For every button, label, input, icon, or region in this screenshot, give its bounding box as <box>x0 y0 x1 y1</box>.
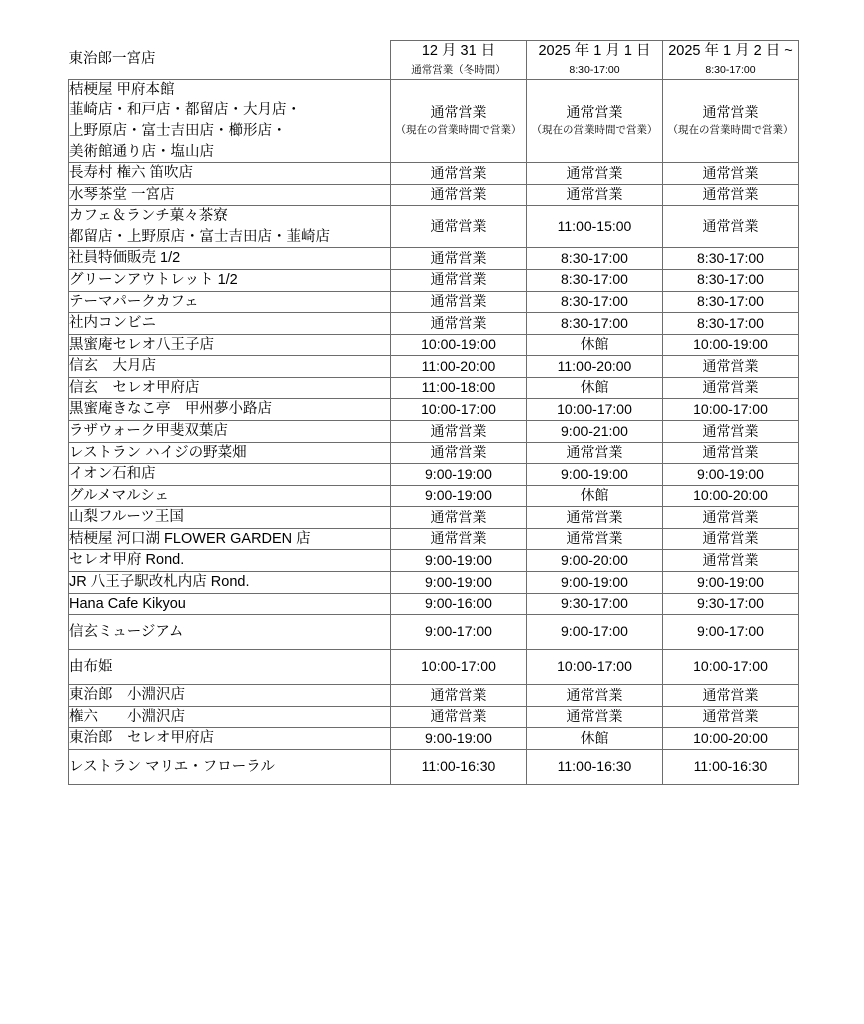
store-name-cell <box>69 206 391 248</box>
store-name: JR 八王子駅改札内店 Rond. <box>69 574 250 591</box>
hours-cell <box>391 550 527 572</box>
hours-value: 通常営業 <box>566 186 623 203</box>
hours-cell <box>663 528 799 550</box>
hours-cell <box>391 291 527 313</box>
hours-value: 9:00-19:00 <box>425 551 492 568</box>
hours-note: （現在の営業時間で営業） <box>667 124 794 137</box>
hours-value: 9:30-17:00 <box>697 595 764 612</box>
hours-value: 8:30-17:00 <box>697 271 764 288</box>
hours-value: 通常営業 <box>430 186 487 203</box>
store-name-cell <box>69 615 391 650</box>
hours-value: 休館 <box>580 729 609 746</box>
hours-value: 通常営業 <box>702 186 759 203</box>
hours-value: 10:00-17:00 <box>557 400 632 417</box>
hours-cell <box>527 334 663 356</box>
hours-value: 通常営業 <box>430 293 487 310</box>
table-row <box>69 313 799 335</box>
table-row <box>69 269 799 291</box>
hours-cell <box>527 464 663 486</box>
hours-value: 通常営業 <box>702 444 759 461</box>
store-name: レストラン マリエ・フローラル <box>69 758 275 775</box>
hours-value: 通常営業 <box>430 708 487 725</box>
hours-cell <box>663 334 799 356</box>
hours-cell <box>527 615 663 650</box>
hours-value: 8:30-17:00 <box>561 293 628 310</box>
store-name: 桔梗屋 河口湖 FLOWER GARDEN 店 <box>69 530 311 547</box>
hours-cell <box>663 313 799 335</box>
column-header-sub: 通常営業（冬時間） <box>411 64 506 77</box>
hours-cell <box>663 442 799 464</box>
hours-value: 11:00-20:00 <box>557 357 632 374</box>
store-name-cell <box>69 528 391 550</box>
hours-value: 10:00-20:00 <box>693 729 768 746</box>
store-name: 東治郎 セレオ甲府店 <box>69 730 214 747</box>
hours-cell <box>663 399 799 421</box>
hours-value: 通常営業 <box>702 357 759 374</box>
store-name: 長寿村 権六 笛吹店 <box>69 165 194 182</box>
store-name-cell <box>69 421 391 443</box>
hours-value: 9:00-21:00 <box>561 422 628 439</box>
store-name-cell <box>69 399 391 421</box>
hours-cell <box>527 291 663 313</box>
column-header-jan2 <box>663 41 799 80</box>
header-first-cell-store-name <box>69 41 391 80</box>
table-row <box>69 685 799 707</box>
store-name-cell <box>69 706 391 728</box>
hours-value: 9:00-19:00 <box>425 729 492 746</box>
hours-value: 通常営業 <box>702 508 759 525</box>
hours-cell <box>663 184 799 206</box>
table-row <box>69 650 799 685</box>
hours-value: 通常営業 <box>430 686 487 703</box>
hours-cell <box>391 421 527 443</box>
hours-note: （現在の営業時間で営業） <box>395 124 522 137</box>
store-name-cell <box>69 184 391 206</box>
store-name-cell <box>69 507 391 529</box>
hours-cell <box>527 377 663 399</box>
hours-value: 10:00-17:00 <box>693 658 768 675</box>
hours-cell <box>663 550 799 572</box>
hours-value: 通常営業 <box>430 103 487 120</box>
store-name-cell <box>69 377 391 399</box>
store-name-cell <box>69 650 391 685</box>
store-name-cell <box>69 550 391 572</box>
hours-cell <box>527 650 663 685</box>
hours-value: 11:00-20:00 <box>421 357 496 374</box>
hours-cell <box>663 507 799 529</box>
store-name: 社員特価販売 1/2 <box>69 250 181 267</box>
hours-cell <box>663 291 799 313</box>
column-header-label: 2025 年 1 月 2 日 ~ <box>668 43 793 59</box>
hours-value: 通常営業 <box>702 218 759 235</box>
store-name: 信玄ミュージアム <box>69 623 184 640</box>
table-header-row <box>69 41 799 80</box>
hours-value: 通常営業 <box>430 271 487 288</box>
hours-value: 9:00-20:00 <box>561 551 628 568</box>
hours-cell <box>527 399 663 421</box>
hours-cell <box>663 356 799 378</box>
hours-value: 休館 <box>580 336 609 353</box>
column-header-dec31 <box>391 41 527 80</box>
hours-cell <box>527 485 663 507</box>
hours-value: 10:00-19:00 <box>693 336 768 353</box>
store-name: 山梨フルーツ王国 <box>69 509 184 526</box>
hours-cell <box>391 377 527 399</box>
hours-value: 通常営業 <box>430 218 487 235</box>
store-name-cell <box>69 485 391 507</box>
store-name-cell <box>69 79 391 162</box>
store-name-cell <box>69 248 391 270</box>
store-name-cell <box>69 728 391 750</box>
table-row <box>69 248 799 270</box>
hours-cell <box>663 248 799 270</box>
store-name: 都留店・上野原店・富士吉田店・韮崎店 <box>69 228 330 245</box>
hours-value: 11:00-18:00 <box>421 379 496 396</box>
hours-cell <box>527 550 663 572</box>
table-row <box>69 593 799 615</box>
hours-value: 8:30-17:00 <box>561 249 628 266</box>
hours-value: 10:00-17:00 <box>421 400 496 417</box>
hours-cell <box>391 79 527 162</box>
store-name: テーマパークカフェ <box>69 293 199 310</box>
store-name: イオン石和店 <box>69 466 156 483</box>
store-name-cell <box>69 749 391 784</box>
hours-value: 8:30-17:00 <box>561 314 628 331</box>
store-name: レストラン ハイジの野菜畑 <box>69 444 247 461</box>
hours-cell <box>527 79 663 162</box>
hours-value: 11:00-15:00 <box>557 218 632 235</box>
hours-cell <box>391 485 527 507</box>
hours-value: 9:00-19:00 <box>425 573 492 590</box>
store-name-cell <box>69 313 391 335</box>
hours-value: 9:00-19:00 <box>425 487 492 504</box>
table-row <box>69 206 799 248</box>
hours-value: 通常営業 <box>702 686 759 703</box>
hours-value: 通常営業 <box>430 422 487 439</box>
hours-value: 10:00-17:00 <box>421 658 496 675</box>
store-name-cell <box>69 464 391 486</box>
hours-value: 通常営業 <box>430 530 487 547</box>
table-row <box>69 184 799 206</box>
hours-cell <box>663 79 799 162</box>
hours-value: 休館 <box>580 379 609 396</box>
hours-cell <box>391 334 527 356</box>
table-row <box>69 728 799 750</box>
hours-value: 通常営業 <box>702 379 759 396</box>
hours-cell <box>663 749 799 784</box>
hours-cell <box>663 485 799 507</box>
hours-cell <box>663 464 799 486</box>
table-row <box>69 528 799 550</box>
store-name-cell <box>69 356 391 378</box>
hours-value: 通常営業 <box>430 249 487 266</box>
hours-value: 通常営業 <box>566 444 623 461</box>
hours-value: 8:30-17:00 <box>697 249 764 266</box>
hours-value: 通常営業 <box>702 551 759 568</box>
store-name: 由布姫 <box>69 658 113 675</box>
hours-value: 11:00-16:30 <box>693 758 768 775</box>
hours-cell <box>527 184 663 206</box>
hours-value: 10:00-17:00 <box>693 400 768 417</box>
hours-value: 8:30-17:00 <box>561 271 628 288</box>
hours-cell <box>663 269 799 291</box>
hours-cell <box>391 593 527 615</box>
table-row <box>69 706 799 728</box>
hours-note: （現在の営業時間で営業） <box>531 124 658 137</box>
hours-cell <box>391 206 527 248</box>
hours-value: 9:00-16:00 <box>425 595 492 612</box>
table-row <box>69 550 799 572</box>
hours-cell <box>527 269 663 291</box>
table-row <box>69 421 799 443</box>
store-name: 信玄 大月店 <box>69 358 156 375</box>
hours-cell <box>527 749 663 784</box>
store-name: 水琴茶堂 一宮店 <box>69 186 175 203</box>
hours-cell <box>663 421 799 443</box>
hours-cell <box>391 313 527 335</box>
hours-cell <box>391 269 527 291</box>
hours-value: 9:00-19:00 <box>561 573 628 590</box>
table-row <box>69 615 799 650</box>
table-row <box>69 399 799 421</box>
store-name-cell <box>69 291 391 313</box>
store-name: 韮崎店・和戸店・都留店・大月店・ <box>69 102 301 119</box>
hours-value: 11:00-16:30 <box>557 758 632 775</box>
hours-value: 8:30-17:00 <box>697 314 764 331</box>
table-row <box>69 163 799 185</box>
hours-value: 通常営業 <box>566 103 623 120</box>
hours-cell <box>663 377 799 399</box>
hours-cell <box>391 728 527 750</box>
hours-cell <box>527 248 663 270</box>
hours-cell <box>391 528 527 550</box>
hours-cell <box>663 572 799 594</box>
store-name: グリーンアウトレット 1/2 <box>69 271 238 288</box>
table-row <box>69 507 799 529</box>
table-row <box>69 572 799 594</box>
hours-value: 9:00-19:00 <box>697 573 764 590</box>
column-header-label: 2025 年 1 月 1 日 <box>538 43 651 59</box>
hours-cell <box>391 356 527 378</box>
hours-cell <box>527 206 663 248</box>
hours-value: 9:00-17:00 <box>561 623 628 640</box>
column-header-jan1 <box>527 41 663 80</box>
hours-cell <box>663 593 799 615</box>
hours-value: 通常営業 <box>702 530 759 547</box>
table-row <box>69 442 799 464</box>
hours-cell <box>663 728 799 750</box>
store-name: 黒蜜庵セレオ八王子店 <box>69 336 214 353</box>
store-name: 社内コンビニ <box>69 315 156 332</box>
store-name-cell <box>69 572 391 594</box>
hours-cell <box>663 706 799 728</box>
table-row <box>69 377 799 399</box>
hours-cell <box>391 685 527 707</box>
hours-value: 通常営業 <box>702 103 759 120</box>
store-name: 信玄 セレオ甲府店 <box>69 379 200 396</box>
hours-value: 8:30-17:00 <box>697 293 764 310</box>
store-name: 権六 小淵沢店 <box>69 708 185 725</box>
hours-cell <box>663 615 799 650</box>
store-name: グルメマルシェ <box>69 487 169 504</box>
hours-cell <box>391 650 527 685</box>
hours-cell <box>391 749 527 784</box>
hours-cell <box>527 356 663 378</box>
hours-value: 9:00-19:00 <box>697 465 764 482</box>
hours-cell <box>527 685 663 707</box>
hours-cell <box>391 184 527 206</box>
hours-cell <box>663 650 799 685</box>
hours-cell <box>527 728 663 750</box>
hours-value: 10:00-20:00 <box>693 487 768 504</box>
column-header-label: 12 月 31 日 <box>421 43 496 59</box>
hours-value: 通常営業 <box>566 530 623 547</box>
hours-value: 9:00-17:00 <box>697 623 764 640</box>
store-name: Hana Cafe Kikyou <box>69 595 186 612</box>
hours-cell <box>391 572 527 594</box>
hours-value: 10:00-19:00 <box>421 336 496 353</box>
store-name: 桔梗屋 甲府本館 <box>69 81 175 98</box>
store-name: セレオ甲府 Rond. <box>69 552 185 569</box>
hours-cell <box>391 464 527 486</box>
hours-value: 通常営業 <box>566 686 623 703</box>
table-row <box>69 291 799 313</box>
store-name: 東治郎 小淵沢店 <box>69 687 185 704</box>
hours-cell <box>527 313 663 335</box>
store-name-cell <box>69 269 391 291</box>
hours-value: 通常営業 <box>702 164 759 181</box>
hours-cell <box>527 706 663 728</box>
store-name-cell <box>69 442 391 464</box>
table-row <box>69 334 799 356</box>
hours-value: 通常営業 <box>702 422 759 439</box>
hours-cell <box>391 615 527 650</box>
hours-value: 通常営業 <box>430 444 487 461</box>
column-header-sub: 8:30-17:00 <box>705 64 756 77</box>
hours-value: 9:00-19:00 <box>425 465 492 482</box>
hours-value: 9:30-17:00 <box>561 595 628 612</box>
hours-cell <box>663 163 799 185</box>
store-name: 上野原店・富士吉田店・櫛形店・ <box>69 122 287 139</box>
hours-cell <box>391 442 527 464</box>
hours-value: 通常営業 <box>430 508 487 525</box>
hours-cell <box>527 163 663 185</box>
hours-cell <box>527 528 663 550</box>
table-row <box>69 79 799 162</box>
hours-cell <box>391 399 527 421</box>
table-body <box>69 41 799 785</box>
table-row <box>69 464 799 486</box>
hours-value: 通常営業 <box>566 508 623 525</box>
store-name: カフェ＆ランチ菓々茶寮 <box>69 208 228 225</box>
hours-cell <box>527 442 663 464</box>
hours-value: 通常営業 <box>566 164 623 181</box>
table-row <box>69 356 799 378</box>
hours-cell <box>391 706 527 728</box>
store-name-cell <box>69 163 391 185</box>
hours-cell <box>391 248 527 270</box>
hours-cell <box>527 421 663 443</box>
hours-cell <box>527 507 663 529</box>
store-name-cell <box>69 685 391 707</box>
hours-value: 11:00-16:30 <box>421 758 496 775</box>
column-header-sub: 8:30-17:00 <box>569 64 620 77</box>
store-name-cell <box>69 334 391 356</box>
table-row <box>69 485 799 507</box>
store-name: ラザウォーク甲斐双葉店 <box>69 423 228 440</box>
store-name: 美術館通り店・塩山店 <box>69 143 214 160</box>
business-hours-table <box>68 40 799 785</box>
hours-value: 9:00-17:00 <box>425 623 492 640</box>
table-row <box>69 749 799 784</box>
hours-cell <box>663 685 799 707</box>
hours-cell <box>527 572 663 594</box>
hours-value: 10:00-17:00 <box>557 658 632 675</box>
hours-cell <box>663 206 799 248</box>
store-name: 東治郎一宮店 <box>68 51 156 68</box>
hours-value: 休館 <box>580 487 609 504</box>
store-name-cell <box>69 593 391 615</box>
hours-value: 通常営業 <box>430 164 487 181</box>
hours-value: 通常営業 <box>430 314 487 331</box>
hours-cell <box>527 593 663 615</box>
hours-value: 9:00-19:00 <box>561 465 628 482</box>
hours-cell <box>391 507 527 529</box>
hours-value: 通常営業 <box>702 708 759 725</box>
store-name: 黒蜜庵きなこ亭 甲州夢小路店 <box>69 401 272 418</box>
hours-cell <box>391 163 527 185</box>
hours-value: 通常営業 <box>566 708 623 725</box>
